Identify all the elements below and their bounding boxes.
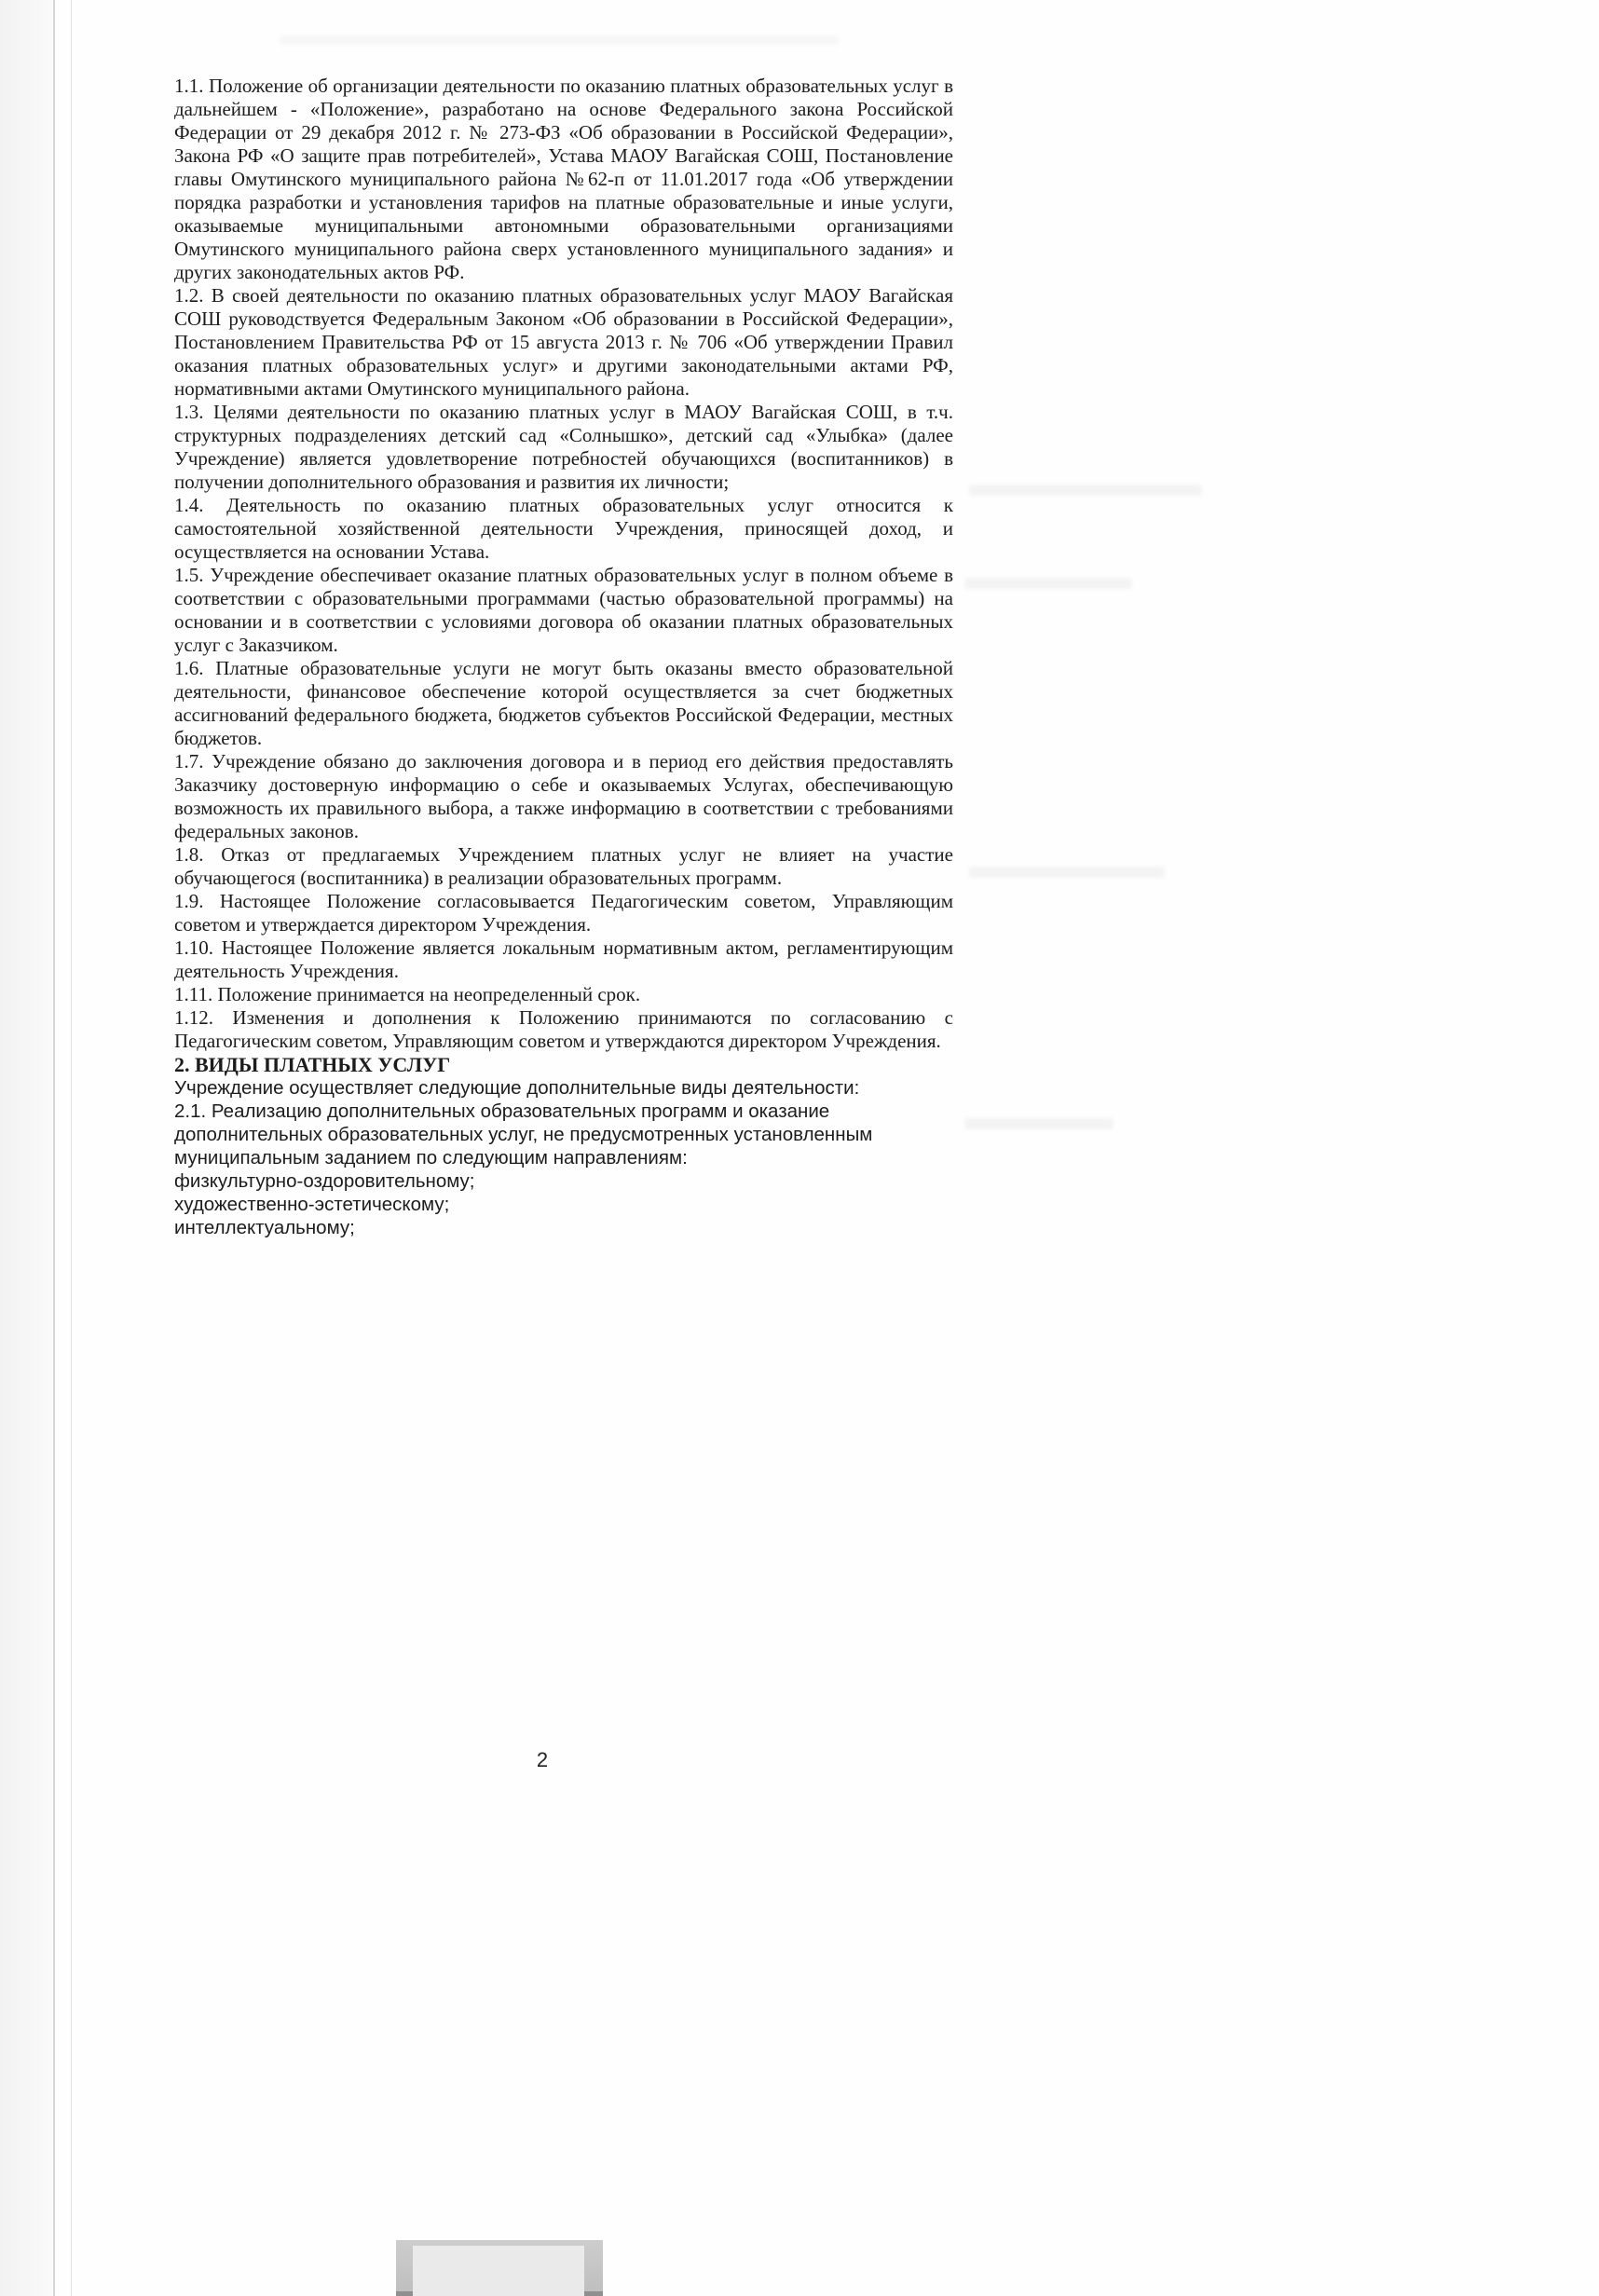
paragraph-1-2: 1.2. В своей деятельности по оказанию платных образовательных услуг МАОУ Вагайская СОШ руководствуется Федеральным Законом «Об образовании в Российской Федерации», Постановлением Правительства РФ от 15 августа 2013 г. № 706 «Об утверждении Правил оказания платных образовательных услуг» и другими законодательными актами РФ, нормативными актами Омутинского муниципального района. [174, 284, 953, 400]
bleed-through-streak [964, 578, 1132, 589]
paragraph-1-1: 1.1. Положение об организации деятельности по оказанию платных образовательных услуг в дальнейшем - «Положение», разработано на основе Федерального закона Российской Федерации от 29 декабря 2012 г. № 273-ФЗ «Об образовании в Российской Федерации», Закона РФ «О защите прав потребителей», Устава МАОУ Вагайская СОШ, Постановление главы Омутинского муниципального района №62-п от 11.01.2017 года «Об утверждении порядка разработки и установления тарифов на платные образовательные и иные услуги, оказываемые муниципальными автономными образовательными организациями Омутинского муниципального района сверх установленного муниципального задания» и других законодательных актов РФ. [174, 75, 953, 283]
direction-item-intellectual: интеллектуальному; [174, 1217, 355, 1238]
paragraph-1-7: 1.7. Учреждение обязано до заключения договора и в период его действия предоставлять Заказчику достоверную информацию о себе и оказываемых Услугах, обеспечивающую возможность их правильного выбора, а также информацию в соответствии с требованиями федеральных законов. [174, 750, 953, 842]
direction-item-physical: физкультурно-оздоровительному; [174, 1170, 475, 1192]
page-number: 2 [536, 1748, 549, 1771]
scan-bottom-artifact [396, 2240, 603, 2296]
bleed-through-streak [280, 35, 839, 45]
document-text-block [174, 75, 953, 1239]
paragraph-1-9: 1.9. Настоящее Положение согласовывается Педагогическим советом, Управляющим советом и утверждается директором Учреждения. [174, 890, 953, 936]
direction-item-artistic: художественно-эстетическому; [174, 1194, 450, 1215]
bleed-through-streak [969, 485, 1202, 496]
paragraph-1-5: 1.5. Учреждение обеспечивает оказание платных образовательных услуг в полном объеме в соответствии с образовательными программами (частью образовательной программы) на основании и в соответствии с условиями договора об оказании платных образовательных услуг с Заказчиком. [174, 564, 953, 656]
paragraph-1-10: 1.10. Настоящее Положение является локальным нормативным актом, регламентирующим деятельность Учреждения. [174, 936, 953, 982]
scan-left-edge-strip [0, 0, 52, 2296]
bleed-through-streak [969, 867, 1165, 878]
section-2-intro: Учреждение осуществляет следующие дополнительные виды деятельности: [174, 1077, 860, 1099]
paragraph-2-1: 2.1. Реализацию дополнительных образовательных программ и оказание дополнительных образовательных услуг, не предусмотренных установленным муниципальным заданием по следующим направлениям: [174, 1100, 873, 1168]
paragraph-1-11: 1.11. Положение принимается на неопределенный срок. [174, 983, 641, 1005]
scan-paper-edge-line [53, 0, 55, 2296]
scan-paper-edge-line-2 [71, 0, 72, 2296]
paragraph-1-4: 1.4. Деятельность по оказанию платных образовательных услуг относится к самостоятельной хозяйственной деятельности Учреждения, приносящей доход, и осуществляется на основании Устава. [174, 494, 953, 563]
paragraph-1-3: 1.3. Целями деятельности по оказанию платных услуг в МАОУ Вагайская СОШ, в т.ч. структурных подразделениях детский сад «Солнышко», детский сад «Улыбка» (далее Учреждение) является удовлетворение потребностей обучающихся (воспитанников) в получении дополнительного образования и развития их личности; [174, 401, 953, 493]
paragraph-1-6: 1.6. Платные образовательные услуги не могут быть оказаны вместо образовательной деятельности, финансовое обеспечение которой осуществляется за счет бюджетных ассигнований федерального бюджета, бюджетов субъектов Российской Федерации, местных бюджетов. [174, 657, 953, 749]
bleed-through-streak [964, 1118, 1114, 1129]
section-2-heading: 2. ВИДЫ ПЛАТНЫХ УСЛУГ [174, 1053, 451, 1076]
paragraph-1-8: 1.8. Отказ от предлагаемых Учреждением платных услуг не влияет на участие обучающегося (воспитанника) в реализации образовательных программ. [174, 843, 953, 889]
scan-bottom-artifact-inner [413, 2246, 584, 2296]
paragraph-1-12: 1.12. Изменения и дополнения к Положению принимаются по согласованию с Педагогическим советом, Управляющим советом и утверждаются директором Учреждения. [174, 1006, 953, 1052]
